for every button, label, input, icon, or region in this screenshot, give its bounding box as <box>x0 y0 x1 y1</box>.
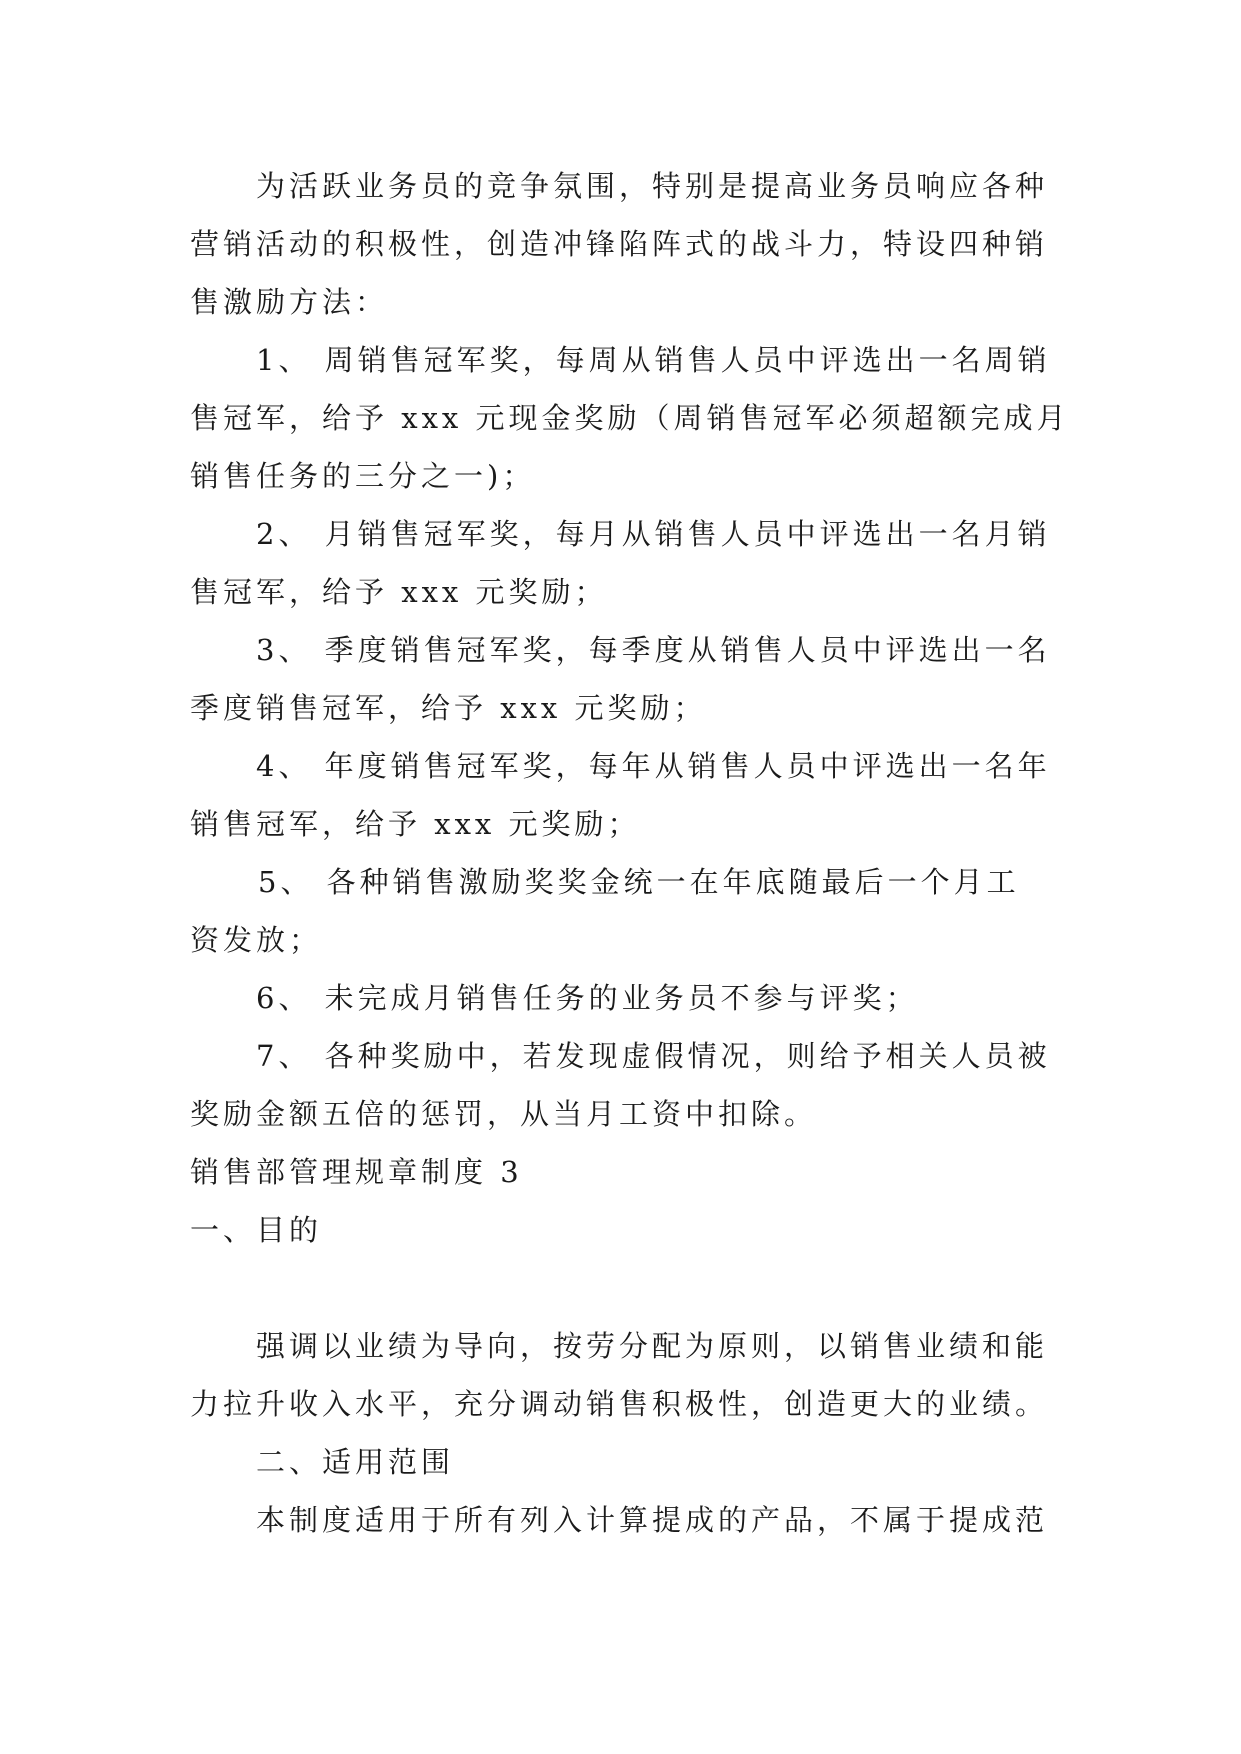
list-item-line: 7、 各种奖励中，若发现虚假情况，则给予相关人员被 <box>256 1039 1051 1073</box>
list-item-line: 销售任务的三分之一)； <box>190 459 536 493</box>
section-heading: 二、适用范围 <box>256 1445 455 1479</box>
list-item-line: 3、 季度销售冠军奖，每季度从销售人员中评选出一名 <box>256 633 1051 667</box>
section-title: 销售部管理规章制度 3 <box>190 1155 523 1189</box>
list-item-line: 售冠军，给予 xxx 元现金奖励（周销售冠军必须超额完成月 <box>190 401 1070 435</box>
list-item-line: 季度销售冠军，给予 xxx 元奖励； <box>190 691 707 725</box>
paragraph-line: 营销活动的积极性，创造冲锋陷阵式的战斗力，特设四种销 <box>190 227 1049 261</box>
paragraph-line: 强调以业绩为导向，按劳分配为原则，以销售业绩和能 <box>256 1329 1049 1363</box>
paragraph-line: 本制度适用于所有列入计算提成的产品，不属于提成范 <box>256 1503 1049 1537</box>
list-item-line: 奖励金额五倍的惩罚，从当月工资中扣除。 <box>190 1097 818 1131</box>
list-item-line: 6、 未完成月销售任务的业务员不参与评奖； <box>256 981 919 1015</box>
paragraph-line: 为活跃业务员的竞争氛围，特别是提高业务员响应各种 <box>256 169 1049 203</box>
list-item-line: 售冠军，给予 xxx 元奖励； <box>190 575 608 609</box>
paragraph-line: 售激励方法： <box>190 285 389 319</box>
list-item-line: 资发放； <box>190 923 323 957</box>
list-item-line: 5、 各种销售激励奖奖金统一在年底随最后一个月工 <box>258 865 1020 899</box>
section-heading: 一、目的 <box>190 1213 323 1247</box>
list-item-line: 4、 年度销售冠军奖，每年从销售人员中评选出一名年 <box>256 749 1051 783</box>
paragraph-line: 力拉升收入水平，充分调动销售积极性，创造更大的业绩。 <box>190 1387 1049 1421</box>
list-item-line: 1、 周销售冠军奖，每周从销售人员中评选出一名周销 <box>256 343 1051 377</box>
list-item-line: 2、 月销售冠军奖，每月从销售人员中评选出一名月销 <box>256 517 1051 551</box>
list-item-line: 销售冠军，给予 xxx 元奖励； <box>190 807 641 841</box>
